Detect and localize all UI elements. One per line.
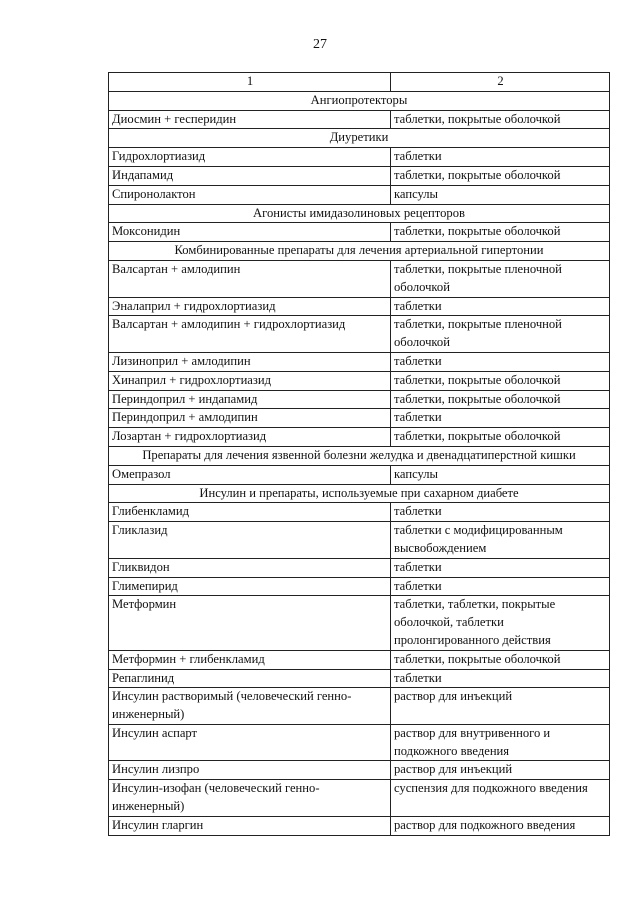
dosage-form-cell: таблетки, покрытые оболочкой <box>391 371 610 390</box>
dosage-form-cell: таблетки, покрытые оболочкой <box>391 110 610 129</box>
table-row <box>109 316 610 353</box>
table-row <box>109 223 610 242</box>
drug-name-cell: Метформин <box>109 596 391 650</box>
dosage-form-cell: таблетки <box>391 409 610 428</box>
drug-name-cell: Гликлазид <box>109 522 391 559</box>
dosage-form-cell: таблетки с модифицированным высвобождением <box>391 522 610 559</box>
column-header-1: 1 <box>109 73 391 92</box>
section-row <box>109 204 610 223</box>
drug-table-body <box>109 73 610 836</box>
section-row <box>109 446 610 465</box>
section-row <box>109 484 610 503</box>
dosage-form-cell: раствор для инъекций <box>391 761 610 780</box>
table-row <box>109 669 610 688</box>
column-header-2: 2 <box>391 73 610 92</box>
drug-name-cell: Инсулин гларгин <box>109 816 391 835</box>
dosage-form-cell: таблетки, покрытые оболочкой <box>391 223 610 242</box>
section-heading: Препараты для лечения язвенной болезни желудка и двенадцатиперстной кишки <box>109 446 610 465</box>
dosage-form-cell: таблетки <box>391 352 610 371</box>
drug-name-cell: Индапамид <box>109 166 391 185</box>
table-row <box>109 409 610 428</box>
table-row <box>109 465 610 484</box>
table-row <box>109 596 610 650</box>
dosage-form-cell: таблетки, покрытые оболочкой <box>391 428 610 447</box>
table-row <box>109 352 610 371</box>
table-row <box>109 148 610 167</box>
drug-name-cell: Гликвидон <box>109 558 391 577</box>
table-row <box>109 390 610 409</box>
section-heading: Комбинированные препараты для лечения артериальной гипертонии <box>109 242 610 261</box>
drug-name-cell: Периндоприл + амлодипин <box>109 409 391 428</box>
table-row <box>109 724 610 761</box>
section-heading: Инсулин и препараты, используемые при сахарном диабете <box>109 484 610 503</box>
table-row <box>109 110 610 129</box>
table-row <box>109 371 610 390</box>
dosage-form-cell: таблетки, покрытые пленочной оболочкой <box>391 316 610 353</box>
dosage-form-cell: таблетки, покрытые пленочной оболочкой <box>391 260 610 297</box>
section-heading: Ангиопротекторы <box>109 91 610 110</box>
drug-name-cell: Диосмин + гесперидин <box>109 110 391 129</box>
page-number: 27 <box>313 37 327 52</box>
dosage-form-cell: таблетки <box>391 297 610 316</box>
drug-name-cell: Инсулин растворимый (человеческий генно-инженерный) <box>109 688 391 725</box>
section-row <box>109 242 610 261</box>
drug-name-cell: Валсартан + амлодипин + гидрохлортиазид <box>109 316 391 353</box>
dosage-form-cell: раствор для внутривенного и подкожного введения <box>391 724 610 761</box>
drug-name-cell: Эналаприл + гидрохлортиазид <box>109 297 391 316</box>
dosage-form-cell: таблетки, покрытые оболочкой <box>391 390 610 409</box>
drug-name-cell: Инсулин лизпро <box>109 761 391 780</box>
drug-name-cell: Моксонидин <box>109 223 391 242</box>
table-row <box>109 816 610 835</box>
drug-name-cell: Гидрохлортиазид <box>109 148 391 167</box>
dosage-form-cell: таблетки <box>391 503 610 522</box>
dosage-form-cell: раствор для инъекций <box>391 688 610 725</box>
table-row <box>109 688 610 725</box>
dosage-form-cell: таблетки, покрытые оболочкой <box>391 650 610 669</box>
drug-name-cell: Периндоприл + индапамид <box>109 390 391 409</box>
table-row <box>109 428 610 447</box>
section-heading: Диуретики <box>109 129 610 148</box>
dosage-form-cell: таблетки <box>391 558 610 577</box>
dosage-form-cell: капсулы <box>391 465 610 484</box>
section-row <box>109 91 610 110</box>
drug-name-cell: Глимепирид <box>109 577 391 596</box>
table-row <box>109 558 610 577</box>
dosage-form-cell: таблетки <box>391 669 610 688</box>
table-row <box>109 185 610 204</box>
drug-name-cell: Репаглинид <box>109 669 391 688</box>
table-row <box>109 166 610 185</box>
drug-name-cell: Лизиноприл + амлодипин <box>109 352 391 371</box>
drug-name-cell: Хинаприл + гидрохлортиазид <box>109 371 391 390</box>
drug-name-cell: Инсулин-изофан (человеческий генно-инженерный) <box>109 780 391 817</box>
drug-name-cell: Омепразол <box>109 465 391 484</box>
drug-name-cell: Валсартан + амлодипин <box>109 260 391 297</box>
dosage-form-cell: таблетки <box>391 148 610 167</box>
dosage-form-cell: таблетки <box>391 577 610 596</box>
section-heading: Агонисты имидазолиновых рецепторов <box>109 204 610 223</box>
drug-name-cell: Лозартан + гидрохлортиазид <box>109 428 391 447</box>
drug-name-cell: Глибенкламид <box>109 503 391 522</box>
dosage-form-cell: таблетки, покрытые оболочкой <box>391 166 610 185</box>
drug-name-cell: Метформин + глибенкламид <box>109 650 391 669</box>
dosage-form-cell: таблетки, таблетки, покрытые оболочкой, таблетки пролонгированного действия <box>391 596 610 650</box>
table-row <box>109 260 610 297</box>
dosage-form-cell: капсулы <box>391 185 610 204</box>
table-row <box>109 577 610 596</box>
drug-name-cell: Инсулин аспарт <box>109 724 391 761</box>
table-row <box>109 761 610 780</box>
table-row <box>109 503 610 522</box>
table-row <box>109 522 610 559</box>
section-row <box>109 129 610 148</box>
dosage-form-cell: раствор для подкожного введения <box>391 816 610 835</box>
table-header-row <box>109 73 610 92</box>
drug-name-cell: Спиронолактон <box>109 185 391 204</box>
table-row <box>109 780 610 817</box>
table-row <box>109 650 610 669</box>
drug-table <box>108 72 610 836</box>
table-row <box>109 297 610 316</box>
dosage-form-cell: суспензия для подкожного введения <box>391 780 610 817</box>
